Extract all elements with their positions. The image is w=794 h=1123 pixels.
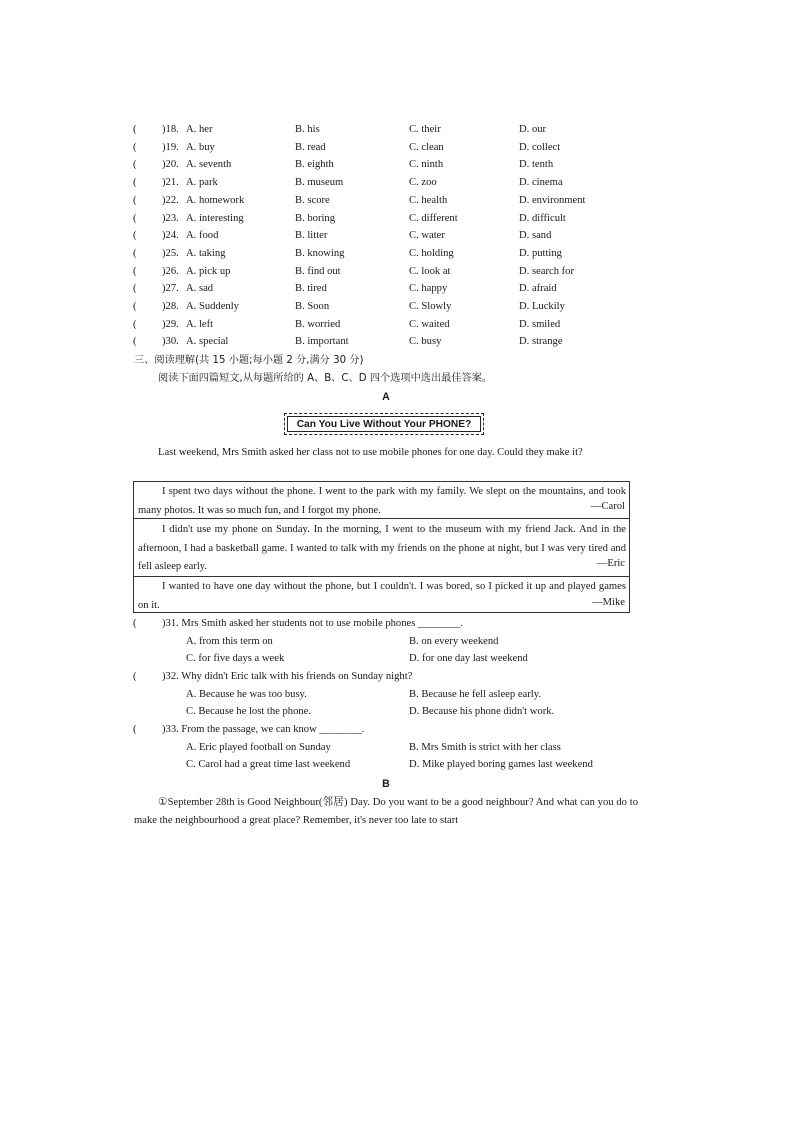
- option-b: B. tired: [295, 283, 327, 295]
- option-a: A. Because he was too busy.: [186, 688, 307, 700]
- question-stem: )31. Mrs Smith asked her students not to use mobile phones ________.: [162, 618, 464, 629]
- question-number: )26.: [162, 265, 179, 277]
- option-b: B. Mrs Smith is strict with her class: [409, 741, 561, 753]
- entry-text: I didn't use my phone on Sunday. In the morning, I went to the museum with my friend Jack. And in the afternoon, I had a basketball game. I wanted to talk with my friends on the phone at night, but I was very tired and fell asleep early.: [138, 524, 626, 572]
- option-d: D. smiled: [519, 318, 561, 330]
- option-d: D. putting: [519, 247, 562, 259]
- option-a: A. homework: [186, 194, 245, 206]
- option-c: C. health: [409, 194, 448, 206]
- option-b: B. Soon: [295, 301, 330, 312]
- answer-paren: (: [133, 159, 137, 171]
- question-number: )21.: [162, 177, 179, 189]
- option-a: A. seventh: [186, 159, 232, 171]
- passage-a-title: Can You Live Without Your PHONE?: [287, 416, 481, 432]
- option-b: B. his: [295, 124, 320, 135]
- answer-paren: (: [133, 283, 137, 295]
- option-d: D. tenth: [519, 159, 554, 171]
- answer-paren: (: [133, 265, 137, 277]
- option-a: A. Suddenly: [186, 301, 239, 312]
- option-a: A. buy: [186, 141, 215, 153]
- option-d: D. environment: [519, 194, 586, 206]
- answer-paren: (: [133, 194, 137, 206]
- option-d: D. afraid: [519, 283, 557, 295]
- option-b: B. litter: [295, 230, 328, 242]
- option-b: B. find out: [295, 265, 341, 277]
- option-b: B. important: [295, 336, 349, 348]
- table-row: [134, 482, 629, 518]
- question-number: )22.: [162, 194, 179, 206]
- answer-paren: (: [133, 618, 137, 629]
- question-stem: )32. Why didn't Eric talk with his friends on Sunday night?: [162, 671, 413, 682]
- option-d: D. search for: [519, 265, 575, 277]
- passage-b-text: ①September 28th is Good Neighbour(邻居) Day. Do you want to be a good neighbour? And what can you do to make the neighbourhood a great place? Remember, it's never too late to start: [134, 797, 638, 826]
- question-number: )20.: [162, 159, 179, 171]
- option-c: C. ninth: [409, 159, 444, 171]
- answer-paren: (: [133, 141, 137, 153]
- option-b: B. score: [295, 194, 330, 206]
- option-a: A. park: [186, 177, 218, 189]
- option-a: A. left: [186, 318, 214, 330]
- option-d: D. Luckily: [519, 301, 565, 312]
- table-row: [134, 518, 629, 577]
- option-b: B. worried: [295, 318, 341, 330]
- option-a: A. Eric played football on Sunday: [186, 741, 331, 753]
- question-number: )19.: [162, 141, 179, 153]
- answer-paren: (: [133, 724, 137, 735]
- table-row: [134, 576, 629, 613]
- question-stem: )33. From the passage, we can know ________.: [162, 724, 365, 735]
- option-c: C. different: [409, 212, 458, 224]
- passage-a-letter: A: [382, 391, 390, 403]
- option-a: A. pick up: [186, 265, 231, 277]
- option-d: D. our: [519, 124, 547, 135]
- option-c: C. for five days a week: [186, 653, 285, 665]
- passage-a-intro: Last weekend, Mrs Smith asked her class not to use mobile phones for one day. Could they make it?: [158, 447, 583, 458]
- entry-signature: —Mike: [592, 597, 625, 608]
- option-c: C. busy: [409, 336, 442, 348]
- answer-paren: (: [133, 318, 137, 330]
- answer-paren: (: [133, 124, 137, 135]
- entry-signature: —Eric: [596, 558, 625, 569]
- option-b: B. museum: [295, 177, 344, 189]
- option-d: D. Mike played boring games last weekend: [409, 759, 593, 771]
- option-a: A. interesting: [186, 212, 244, 224]
- option-d: D. Because his phone didn't work.: [409, 706, 555, 718]
- passage-a-title-box: [284, 413, 484, 435]
- option-b: B. eighth: [295, 159, 334, 171]
- option-c: C. zoo: [409, 177, 437, 189]
- option-d: D. sand: [519, 230, 552, 242]
- question-number: )23.: [162, 212, 179, 224]
- option-b: B. on every weekend: [409, 635, 499, 647]
- entry-text: I wanted to have one day without the phone, but I couldn't. I was bored, so I picked it up and played games on it.: [138, 581, 626, 611]
- answer-paren: (: [133, 671, 137, 682]
- option-b: B. read: [295, 141, 326, 153]
- section-heading: 三、阅读理解(共 15 小题;每小题 2 分,满分 30 分): [134, 355, 364, 366]
- answer-paren: (: [133, 336, 137, 348]
- option-d: D. difficult: [519, 212, 566, 224]
- answer-paren: (: [133, 247, 137, 259]
- option-a: A. food: [186, 230, 219, 242]
- option-c: C. holding: [409, 247, 454, 259]
- question-number: )24.: [162, 230, 179, 242]
- option-c: C. Carol had a great time last weekend: [186, 759, 351, 771]
- option-d: D. for one day last weekend: [409, 653, 528, 665]
- option-a: A. special: [186, 336, 229, 348]
- question-number: )30.: [162, 336, 179, 348]
- option-c: C. happy: [409, 283, 448, 295]
- option-a: A. from this term on: [186, 635, 273, 647]
- option-c: C. look at: [409, 265, 451, 277]
- option-d: D. strange: [519, 336, 563, 348]
- option-a: A. her: [186, 124, 213, 135]
- option-c: C. Slowly: [409, 301, 452, 312]
- option-b: B. Because he fell asleep early.: [409, 688, 541, 700]
- section-instruction: 阅读下面四篇短文,从每题所给的 A、B、C、D 四个选项中选出最佳答案。: [158, 373, 493, 384]
- option-c: C. their: [409, 124, 441, 135]
- option-d: D. collect: [519, 141, 561, 153]
- question-number: )27.: [162, 283, 179, 295]
- question-number: )28.: [162, 301, 179, 312]
- option-c: C. Because he lost the phone.: [186, 706, 312, 718]
- option-c: C. waited: [409, 318, 450, 330]
- answer-paren: (: [133, 301, 137, 312]
- option-a: A. sad: [186, 283, 214, 295]
- option-d: D. cinema: [519, 177, 563, 189]
- question-number: )25.: [162, 247, 179, 259]
- passage-a-table: [133, 481, 630, 613]
- option-c: C. water: [409, 230, 445, 242]
- answer-paren: (: [133, 177, 137, 189]
- option-c: C. clean: [409, 141, 444, 153]
- entry-signature: —Carol: [590, 501, 625, 512]
- option-b: B. knowing: [295, 247, 345, 259]
- answer-paren: (: [133, 212, 137, 224]
- answer-paren: (: [133, 230, 137, 242]
- question-number: )18.: [162, 124, 179, 135]
- passage-b-letter: B: [382, 778, 390, 790]
- question-number: )29.: [162, 318, 179, 330]
- option-b: B. boring: [295, 212, 336, 224]
- option-a: A. taking: [186, 247, 226, 259]
- entry-text: I spent two days without the phone. I went to the park with my family. We slept on the mountains, and took many photos. It was so much fun, and I forgot my phone.: [138, 486, 626, 516]
